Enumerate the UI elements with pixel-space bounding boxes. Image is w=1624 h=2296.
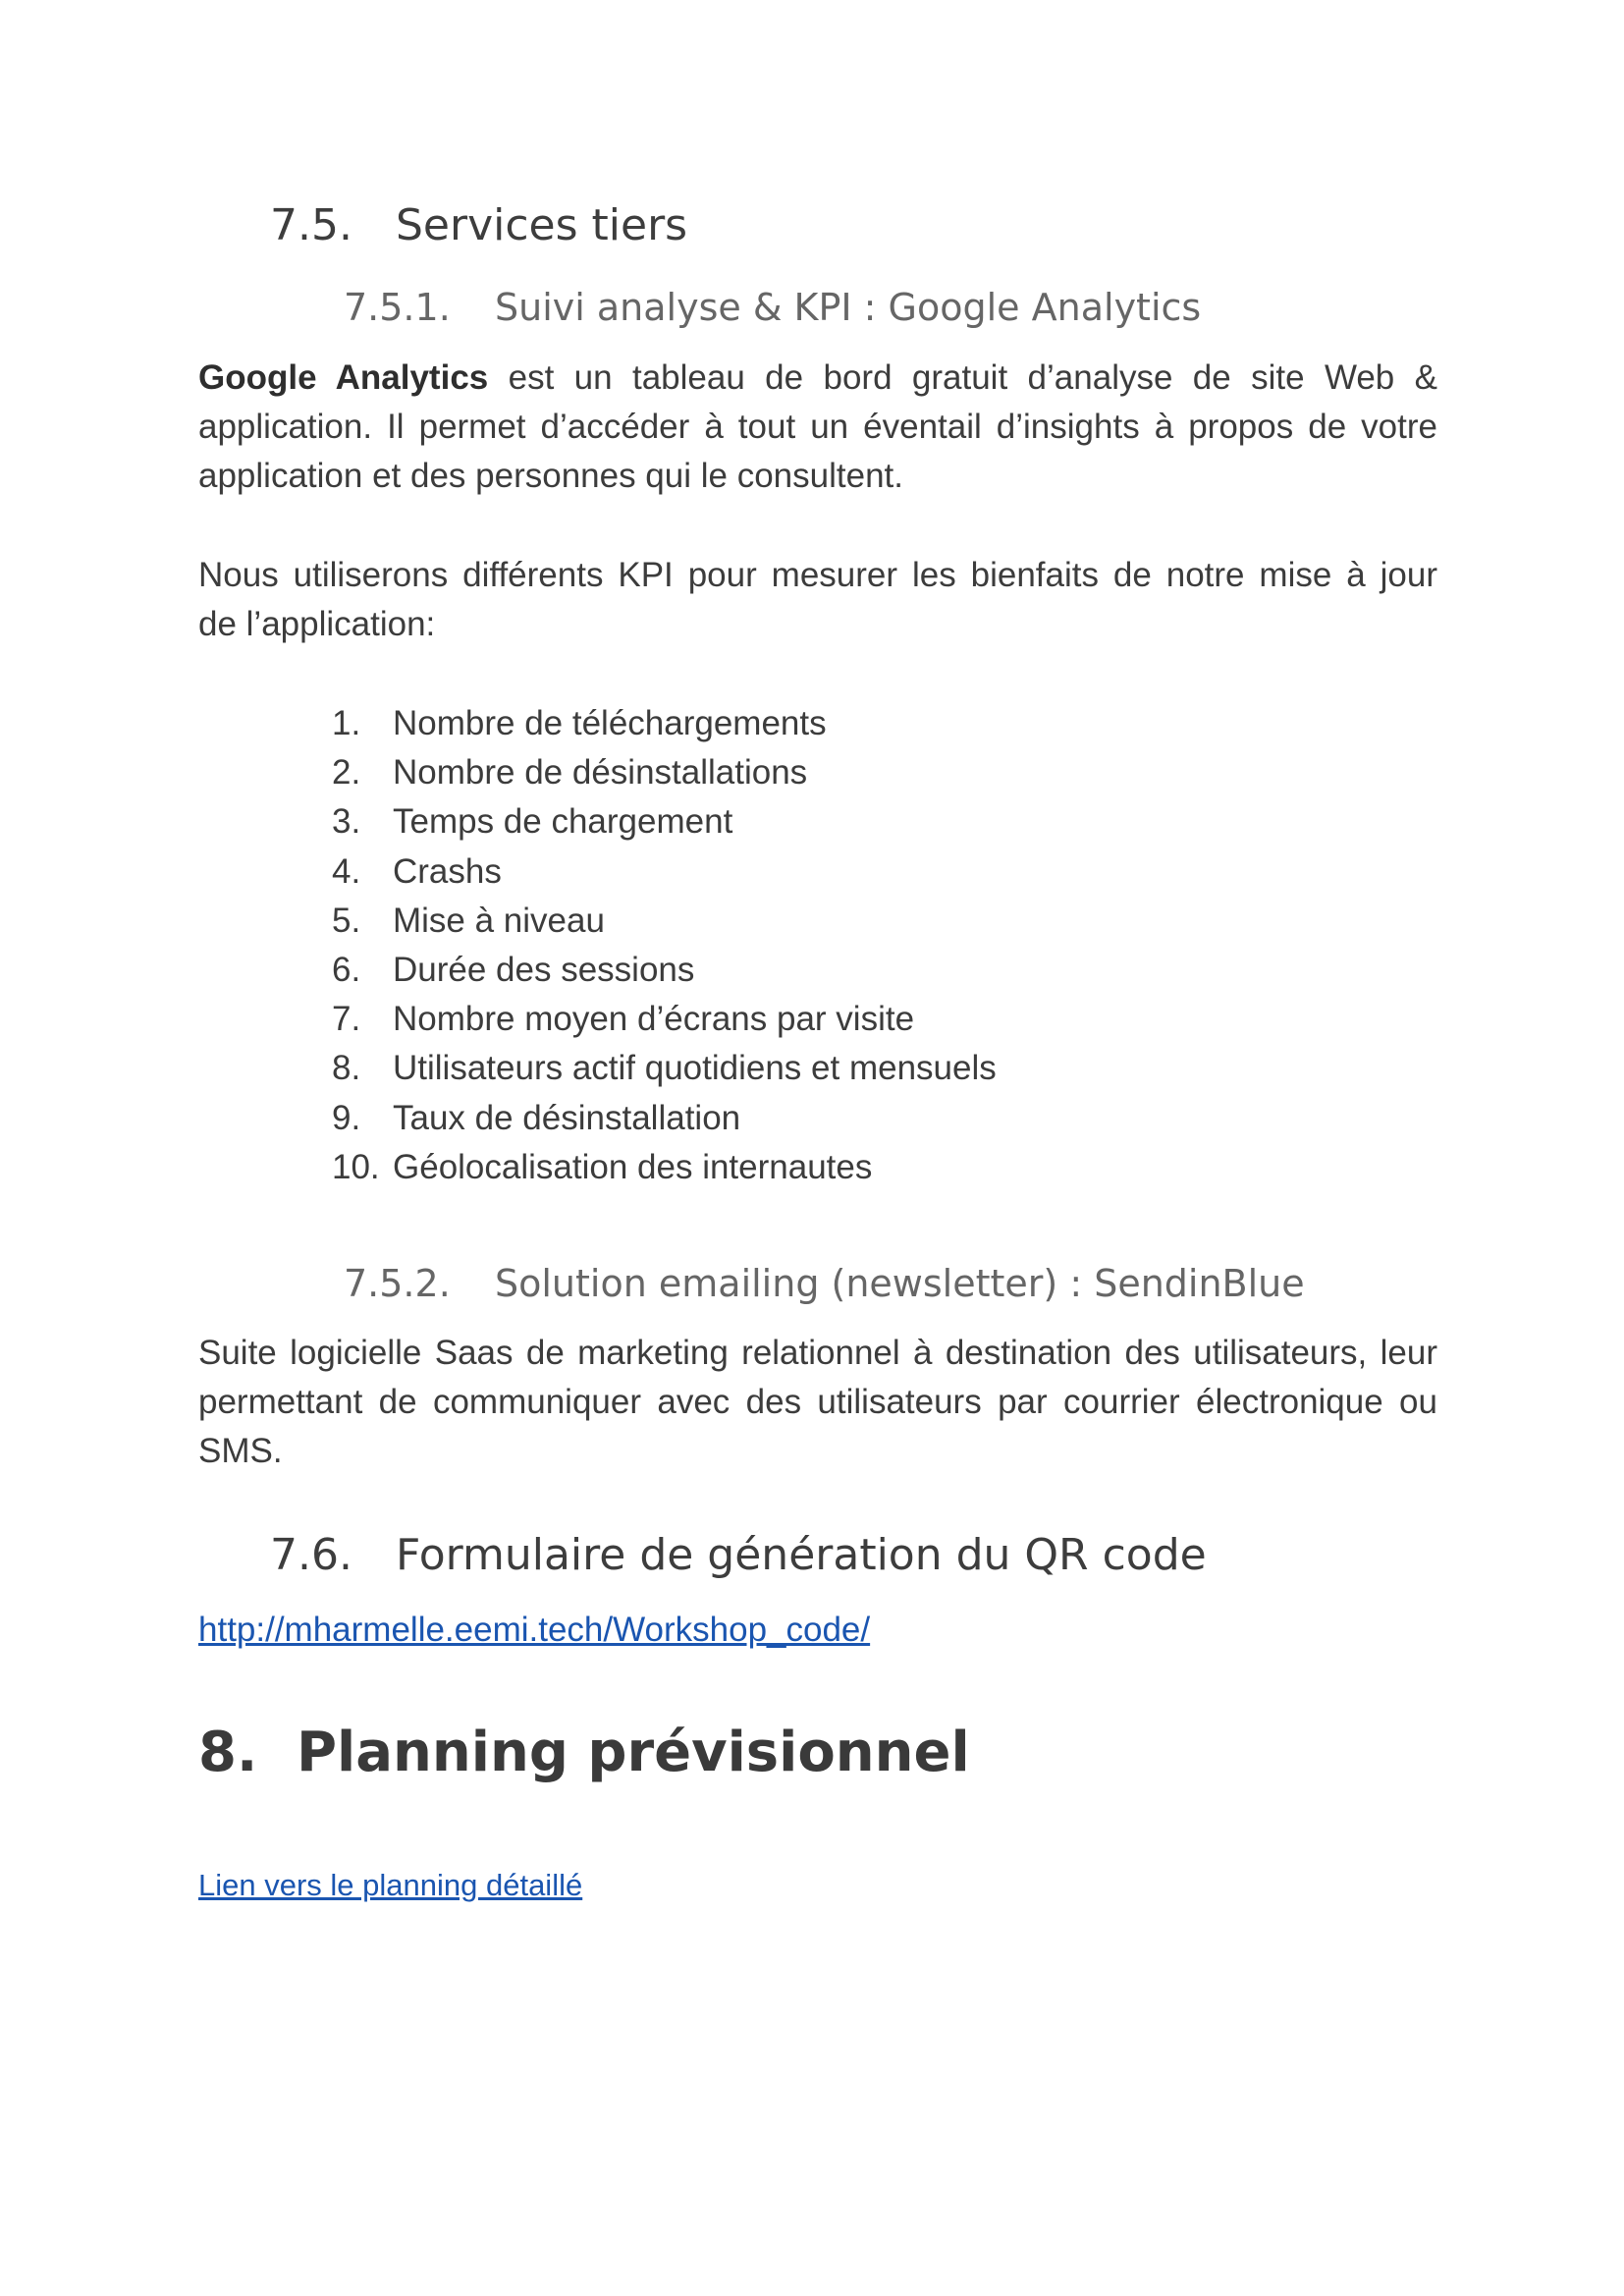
kpi-list [332,699,997,1192]
list-item: 8. Utilisateurs actif quotidiens et mensuels [332,1049,997,1088]
list-item: 10. Géolocalisation des internautes [332,1147,873,1186]
heading-number: 7.6. [270,1530,352,1580]
paragraph-line: Google Analytics est un tableau de bord gratuit d’analyse de site Web & [198,358,1437,397]
heading-7-5-1 [344,286,1201,329]
heading-7-5-2 [344,1262,1305,1305]
paragraph-line: SMS. [198,1432,283,1470]
sendinblue-paragraph [198,1329,1437,1476]
list-item: 2. Nombre de désinstallations [332,753,808,793]
list-item: 5. Mise à niveau [332,901,605,940]
google-analytics-paragraph [198,354,1437,501]
list-item: 7. Nombre moyen d’écrans par visite [332,1000,915,1039]
list-item: 9. Taux de désinstallation [332,1098,741,1137]
heading-title: Formulaire de génération du QR code [396,1530,1207,1580]
list-item: 3. Temps de chargement [332,802,733,842]
heading-title: Planning prévisionnel [297,1721,970,1784]
paragraph-line: de l’application: [198,605,436,643]
heading-number: 7.5. [270,200,352,250]
heading-7-6 [270,1530,1207,1580]
kpi-intro-paragraph [198,551,1437,649]
qr-code-form-link[interactable]: http://mharmelle.eemi.tech/Workshop_code/ [198,1611,871,1649]
paragraph-line: permettant de communiquer avec des utilisateurs par courrier électronique ou [198,1383,1437,1421]
paragraph-line: application et des personnes qui le consultent. [198,457,903,495]
bold-term: Google Analytics [198,358,489,397]
list-item: 4. Crashs [332,851,502,891]
heading-8 [198,1721,970,1784]
list-item: 6. Durée des sessions [332,951,695,990]
planning-link[interactable]: Lien vers le planning détaillé [198,1868,583,1902]
paragraph-line: application. Il permet d’accéder à tout un éventail d’insights à propos de votre [198,408,1437,446]
heading-title: Solution emailing (newsletter) : SendinBlue [495,1262,1305,1305]
paragraph-line: Suite logicielle Saas de marketing relationnel à destination des utilisateurs, leur [198,1334,1437,1372]
list-item: 1. Nombre de téléchargements [332,704,827,742]
heading-title: Services tiers [396,200,688,250]
heading-number: 8. [198,1721,258,1784]
heading-number: 7.5.1. [344,286,451,329]
heading-title: Suivi analyse & KPI : Google Analytics [495,286,1202,329]
heading-7-5 [270,200,687,250]
heading-number: 7.5.2. [344,1262,451,1305]
paragraph-line: Nous utiliserons différents KPI pour mesurer les bienfaits de notre mise à jour [198,556,1437,594]
